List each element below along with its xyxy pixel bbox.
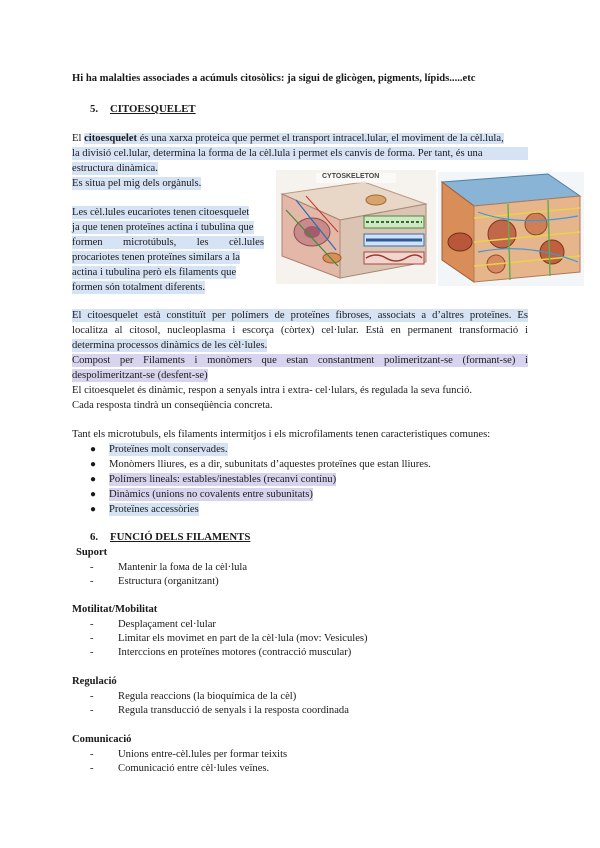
p2-line-2: ja que tenen proteïnes actina i tubulina que bbox=[72, 222, 254, 233]
cytoskeleton-3d-figure bbox=[438, 172, 584, 286]
intro-line: Hi ha malalties associades a acúmuls citosòlics: ja sigui de glicògen, pigments, lípids.....etc bbox=[72, 73, 476, 84]
bullet-icon: ● bbox=[90, 489, 97, 500]
p3-line-5: despolimeritzant-se (desfent-se) bbox=[72, 370, 208, 381]
p2-line-3: formen microtúbuls, les cèl.lules bbox=[72, 237, 264, 248]
p2-line-6: formen són totalment diferents. bbox=[72, 282, 205, 293]
section-6-number: 6. bbox=[90, 531, 99, 543]
bullet-icon: ● bbox=[90, 459, 97, 470]
cytoskeleton-diagram-icon bbox=[276, 170, 436, 284]
p2-line-1: Les cèl.lules eucariotes tenen citoesquelet bbox=[72, 207, 250, 218]
section-5-number: 5. bbox=[90, 103, 99, 115]
section-6-title: FUNCIÓ DELS FILAMENTS bbox=[110, 531, 251, 543]
p1-rest: és una xarxa proteica que permet el transport intracel.lular, el moviment de la cèl.lula, bbox=[137, 133, 504, 144]
p1-line-2: la divisió cel.lular, determina la forma de la cèl.lula i permet els canvis de forma. Per tant, és una bbox=[72, 147, 528, 160]
p2-line-4: procariotes tenen proteïnes similars a la bbox=[72, 252, 240, 263]
bullet-icon: ● bbox=[90, 504, 97, 515]
cytoskeleton-diagram-figure bbox=[276, 170, 436, 284]
p4-line: Tant els microtubuls, els filaments intermitjos i els microfilaments tenen caracteristiques comunes: bbox=[72, 429, 491, 440]
p3-line-6: El citoesquelet és dinàmic, respon a senyals intra i extra- cel·lulars, és regulada la seva funció. bbox=[72, 385, 473, 396]
p1-line-3: estructura dinàmica. bbox=[72, 163, 158, 174]
p3-line-7: Cada resposta tindrà un conseqüència concreta. bbox=[72, 400, 273, 411]
figure-title: CYTOSKELETON bbox=[322, 173, 380, 180]
p1-prefix: El bbox=[72, 133, 85, 144]
p3-line-4: Compost per Filaments i monòmers que estan constantment polimeritzant-se (formant-se) i bbox=[72, 355, 528, 366]
p2-line-5: actina i tubulina però els filaments que bbox=[72, 267, 237, 278]
p3-line-3: determina processos dinàmics de les cèl·lules. bbox=[72, 340, 268, 351]
p3-line-2: localitza al citosol, nucleoplasma i escorça (còrtex) cel·lular. Està en permanent transformació i bbox=[72, 325, 528, 336]
group-heading-comunicacio: Comunicació bbox=[72, 734, 132, 745]
section-5-title: CITOESQUELET bbox=[110, 103, 196, 115]
bullet-icon: ● bbox=[90, 474, 97, 485]
p1-line-1 bbox=[72, 132, 528, 145]
document-page: Hi ha malalties associades a acúmuls citosòlics: ja sigui de glicògen, pigments, lípids.....etc 5. CITOESQUELET El citoesquelet és una xarxa proteica que permet el transport intracel.lular, el moviment de la cèl.lula, la divisió cel.lular, determina la forma de la cèl.lula i permet els canvis de forma. Per tant, és una estructura dinàmica. Es situa pel mig dels orgànuls. Les cèl.lules eucariotes tenen citoesquelet ja que tenen proteïnes actina i tubulina que formen microtúbuls, les cèl.lules procariotes tenen proteïnes similars a la actina i tubulina però els filaments que formen són totalment diferents. CYTOSKELETON El citoesquelet està constituït per polímers de proteïnes fibroses, associats a d’altres proteïnes. Es localitza al citosol, nucleoplasma i escorça (còrtex) cel·lular. Està en permanent transformació i determina processos dinàmics de les cèl·lules. Compost per Filaments i monòmers que estan constantment polimeritzant-se (formant-se) i despolimeritzant-se (desfent-se) El citoesquelet és dinàmic, respon a senyals intra i extra- cel·lulars, és regulada la seva funció. Cada resposta tindrà un conseqüència concreta. Tant els microtubuls, els filaments intermitjos i els microfilaments tenen caracteristiques comunes: ● Proteïnes molt conservades. ● Monòmers lliures, es a dir, subunitats d’aquestes proteïnes que estan lliures. ● Polímers lineals: estables/inestables (recanvi contínu) ● Dinàmics (unions no covalents entre subunitats) ● Proteïnes accessòries 6. FUNCIÓ DELS FILAMENTS Suport - Mantenir la fома de la cèl·lula - Estructura (organitzant) Motilitat/Mobilitat - Desplaçament cel·lular - Limitar els movimet en part de la cèl·lula (mov: Vesicules) - Interccions en proteïnes motores (contracció muscular) Regulació - Regula reaccions (la bioquímica de la cèl) - Regula transducció de senyals i la resposta coordinada Comunicació - Unions entre-cèl.lules per formar teixits - Comunicació entre cèl·lules veïnes. bbox=[0, 0, 600, 848]
p3-line-1: El citoesquelet està constituït per polímers de proteïnes fibroses, associats a d’altres proteïnes. Es bbox=[72, 310, 528, 321]
group-heading-suport: Suport bbox=[76, 547, 108, 558]
p1-bold-term: citoesquelet bbox=[84, 133, 138, 144]
group-heading-motilitat: Motilitat/Mobilitat bbox=[72, 604, 158, 615]
p1-line-4: Es situa pel mig dels orgànuls. bbox=[72, 178, 202, 189]
cytoskeleton-3d-icon bbox=[438, 172, 584, 286]
group-heading-regulacio: Regulació bbox=[72, 676, 117, 687]
bullet-icon: ● bbox=[90, 444, 97, 455]
